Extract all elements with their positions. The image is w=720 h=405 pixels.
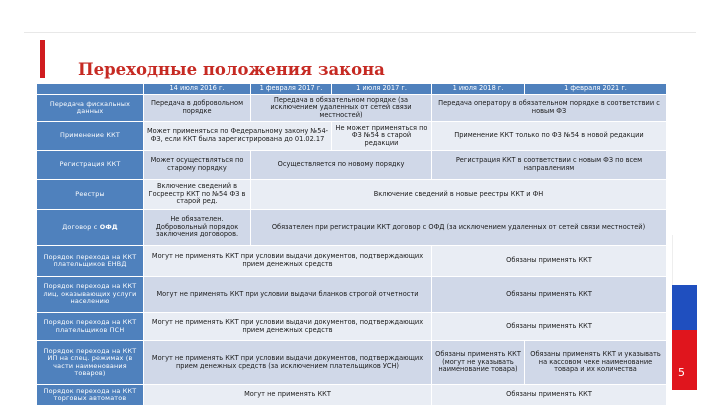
title-accent-bar bbox=[40, 40, 45, 78]
column-header: 1 июля 2018 г. bbox=[432, 84, 525, 95]
row-header: Порядок перехода на ККТ лиц, оказывающих услуги населению bbox=[37, 277, 144, 313]
table-cell: Могут не применять ККТ при условии выдачи документов, подтверждающих прием денежных средств bbox=[144, 246, 432, 277]
row-header: Порядок перехода на ККТ ИП на спец. режимах (в части наименования товаров) bbox=[37, 341, 144, 385]
top-divider bbox=[24, 32, 696, 33]
table-header-row bbox=[37, 84, 667, 95]
row-header: Реестры bbox=[37, 180, 144, 210]
flag-stripe-red bbox=[672, 330, 697, 390]
table-cell: Обязаны применять ККТ и указывать на кассовом чеке наименование товара и их количества bbox=[525, 341, 667, 385]
table-cell: Обязаны применять ККТ bbox=[432, 277, 667, 313]
table-cell: Может применяться по Федеральному закону №54-ФЗ, если ККТ была зарегистрирована до 01.02.17 bbox=[144, 122, 332, 151]
table-cell: Включение сведений в новые реестры ККТ и ФН bbox=[251, 180, 667, 210]
column-header: 14 июля 2016 г. bbox=[144, 84, 251, 95]
row-header: Передача фискальных данных bbox=[37, 95, 144, 122]
table-row bbox=[37, 122, 667, 151]
table-cell: Обязаны применять ККТ bbox=[432, 313, 667, 341]
row-header: Порядок перехода на ККТ торговых автоматов bbox=[37, 385, 144, 405]
row-header: Применение ККТ bbox=[37, 122, 144, 151]
header-corner-cell bbox=[37, 84, 144, 95]
table-row bbox=[37, 151, 667, 180]
table-cell: Не может применяться по ФЗ №54 в старой редакции bbox=[332, 122, 432, 151]
table-row bbox=[37, 95, 667, 122]
table-cell: Передача в обязательном порядке (за исключением удаленных от сетей связи местностей) bbox=[251, 95, 432, 122]
table-cell: Осуществляется по новому порядку bbox=[251, 151, 432, 180]
table-cell: Применение ККТ только по ФЗ №54 в новой редакции bbox=[432, 122, 667, 151]
table-row bbox=[37, 277, 667, 313]
flag-stripe-blue bbox=[672, 285, 697, 330]
table-cell: Могут не применять ККТ при условии выдачи документов, подтверждающих прием денежных средств bbox=[144, 313, 432, 341]
table-cell: Могут не применять ККТ при условии выдачи бланков строгой отчетности bbox=[144, 277, 432, 313]
table-cell: Передача в добровольном порядке bbox=[144, 95, 251, 122]
table-cell: Обязателен при регистрации ККТ договор с ОФД (за исключением удаленных от сетей связи местностей) bbox=[251, 210, 667, 246]
table-cell: Передача оператору в обязательном порядке в соответствии с новым ФЗ bbox=[432, 95, 667, 122]
table-row bbox=[37, 385, 667, 405]
table-cell: Могут не применять ККТ bbox=[144, 385, 432, 405]
transition-table bbox=[36, 83, 667, 405]
column-header: 1 июля 2017 г. bbox=[332, 84, 432, 95]
row-header: Регистрация ККТ bbox=[37, 151, 144, 180]
row-header: Договор с ОФД bbox=[37, 210, 144, 246]
slide-title: Переходные положения закона bbox=[78, 60, 385, 79]
table-cell: Обязаны применять ККТ bbox=[432, 385, 667, 405]
table-cell: Обязаны применять ККТ bbox=[432, 246, 667, 277]
row-header: Порядок перехода на ККТ плательщиков ПСН bbox=[37, 313, 144, 341]
column-header: 1 февраля 2021 г. bbox=[525, 84, 667, 95]
table-row bbox=[37, 313, 667, 341]
row-header: Порядок перехода на ККТ плательщиков ЕНВД bbox=[37, 246, 144, 277]
table-cell: Может осуществляться по старому порядку bbox=[144, 151, 251, 180]
flag-stripe-white bbox=[672, 235, 697, 285]
table-row bbox=[37, 246, 667, 277]
table-cell: Не обязателен. Добровольный порядок заключения договоров. bbox=[144, 210, 251, 246]
table-cell: Включение сведений в Госреестр ККТ по №54 ФЗ в старой ред. bbox=[144, 180, 251, 210]
table-cell: Могут не применять ККТ при условии выдачи документов, подтверждающих прием денежных средств (за исключением плательщиков УСН) bbox=[144, 341, 432, 385]
table-row bbox=[37, 341, 667, 385]
table-cell: Регистрация ККТ в соответствии с новым ФЗ по всем направлениям bbox=[432, 151, 667, 180]
page-number: 5 bbox=[678, 366, 685, 379]
table-row bbox=[37, 180, 667, 210]
table-cell: Обязаны применять ККТ (могут не указывать наименование товара) bbox=[432, 341, 525, 385]
table-row bbox=[37, 210, 667, 246]
column-header: 1 февраля 2017 г. bbox=[251, 84, 332, 95]
